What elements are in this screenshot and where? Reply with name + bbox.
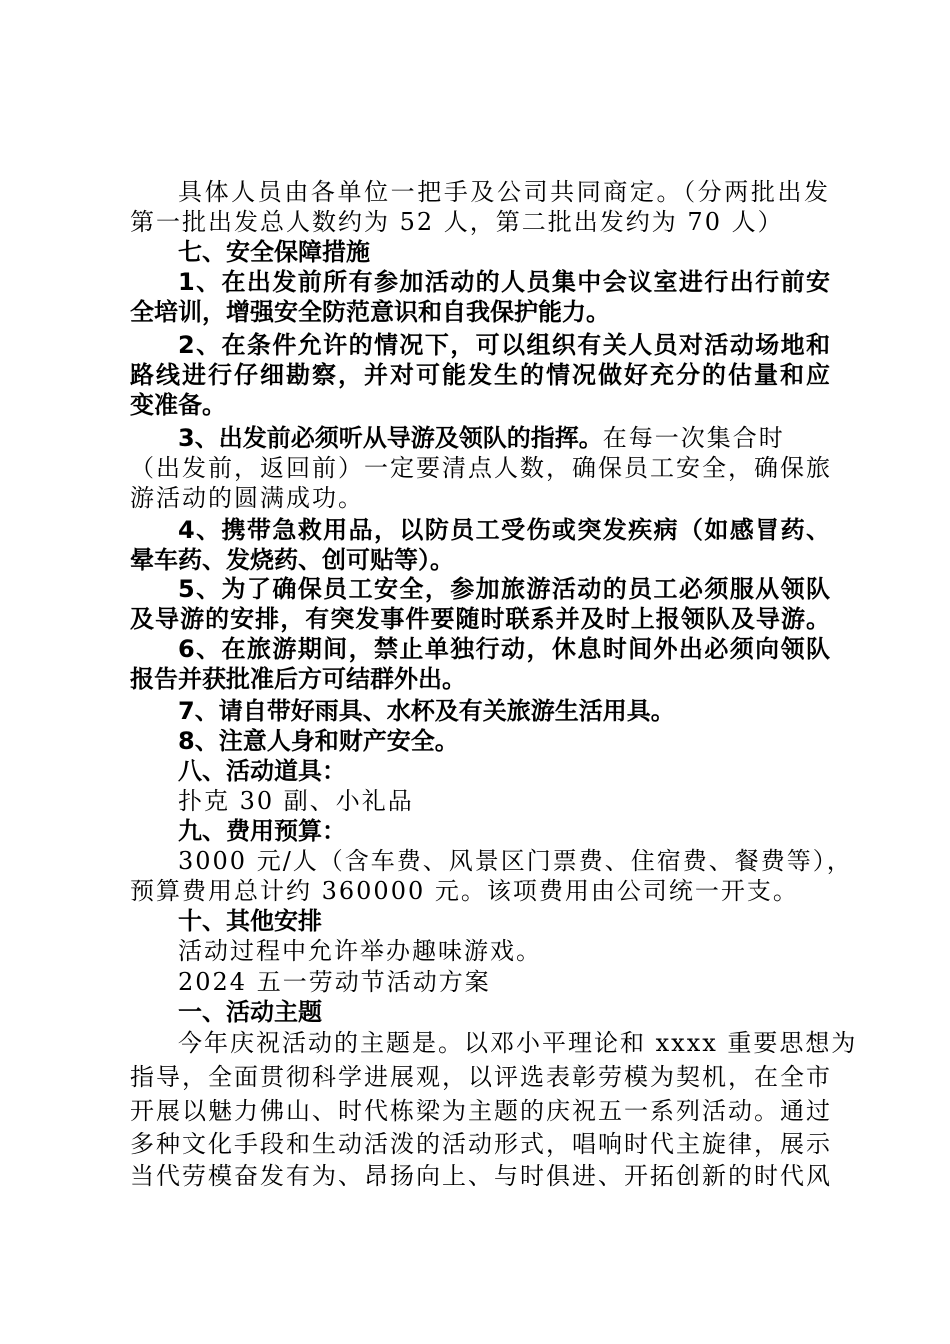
text-line: 报告并获批准后方可结群外出。 [130, 665, 466, 693]
text-line: 2、在条件允许的情况下，可以组织有关人员对活动场地和 [178, 331, 830, 359]
text-line: 7、请自带好雨具、水杯及有关旅游生活用具。 [178, 697, 675, 725]
text-line: 多种文化手段和生动活泼的活动形式，唱响时代主旋律，展示 [130, 1130, 832, 1158]
text-line: 今年庆祝活动的主题是。以邓小平理论和 xxxx 重要思想为 [178, 1029, 858, 1057]
text-line: 预算费用总计约 360000 元。该项费用由公司统一开支。 [130, 877, 799, 905]
text-line: 3000 元/人（含车费、风景区门票费、住宿费、餐费等）， [178, 847, 853, 875]
text-line: 活动过程中允许举办趣味游戏。 [178, 937, 542, 965]
text-line: 游活动的圆满成功。 [130, 484, 364, 512]
section-heading: 一、活动主题 [178, 998, 322, 1026]
section-heading: 十、其他安排 [178, 907, 322, 935]
section-heading: 八、活动道具： [178, 757, 346, 785]
text-line: 5、为了确保员工安全，参加旅游活动的员工必须服从领队 [178, 575, 830, 603]
section-heading: 九、费用预算： [178, 817, 346, 845]
document-title: 2024 五一劳动节活动方案 [178, 968, 491, 996]
text-line: 及导游的安排，有突发事件要随时联系并及时上报领队及导游。 [130, 605, 830, 633]
text-span: 在每一次集合时 [602, 424, 785, 452]
text-line: 8、注意人身和财产安全。 [178, 727, 459, 755]
text-line: 第一批出发总人数约为 52 人，第二批出发约为 70 人） [130, 208, 784, 236]
text-line [178, 423, 830, 454]
section-heading: 七、安全保障措施 [178, 238, 370, 266]
text-line: 当代劳模奋发有为、昂扬向上、与时俱进、开拓创新的时代风 [130, 1162, 832, 1190]
text-span: 3、出发前必须听从导游及领队的指挥。 [178, 424, 603, 452]
text-line: 6、在旅游期间，禁止单独行动，休息时间外出必须向领队 [178, 635, 830, 663]
text-line: 变准备。 [130, 391, 226, 419]
text-line: 全培训，增强安全防范意识和自我保护能力。 [130, 298, 610, 326]
text-line: 路线进行仔细勘察，并对可能发生的情况做好充分的估量和应 [130, 361, 830, 389]
text-line: 开展以魅力佛山、时代栋梁为主题的庆祝五一系列活动。通过 [130, 1097, 832, 1125]
text-line: 具体人员由各单位一把手及公司共同商定。（分两批出发 [178, 178, 830, 206]
text-line: 1、在出发前所有参加活动的人员集中会议室进行出行前安 [178, 268, 830, 296]
text-line: 4、携带急救用品，以防员工受伤或突发疾病（如感冒药、 [178, 516, 830, 544]
text-line: 晕车药、发烧药、创可贴等）。 [130, 546, 454, 574]
text-line: 扑克 30 副、小礼品 [178, 787, 414, 815]
text-line: 指导，全面贯彻科学进展观，以评选表彰劳模为契机，在全市 [130, 1063, 832, 1091]
text-line: （出发前，返回前）一定要清点人数，确保员工安全，确保旅 [130, 454, 832, 482]
